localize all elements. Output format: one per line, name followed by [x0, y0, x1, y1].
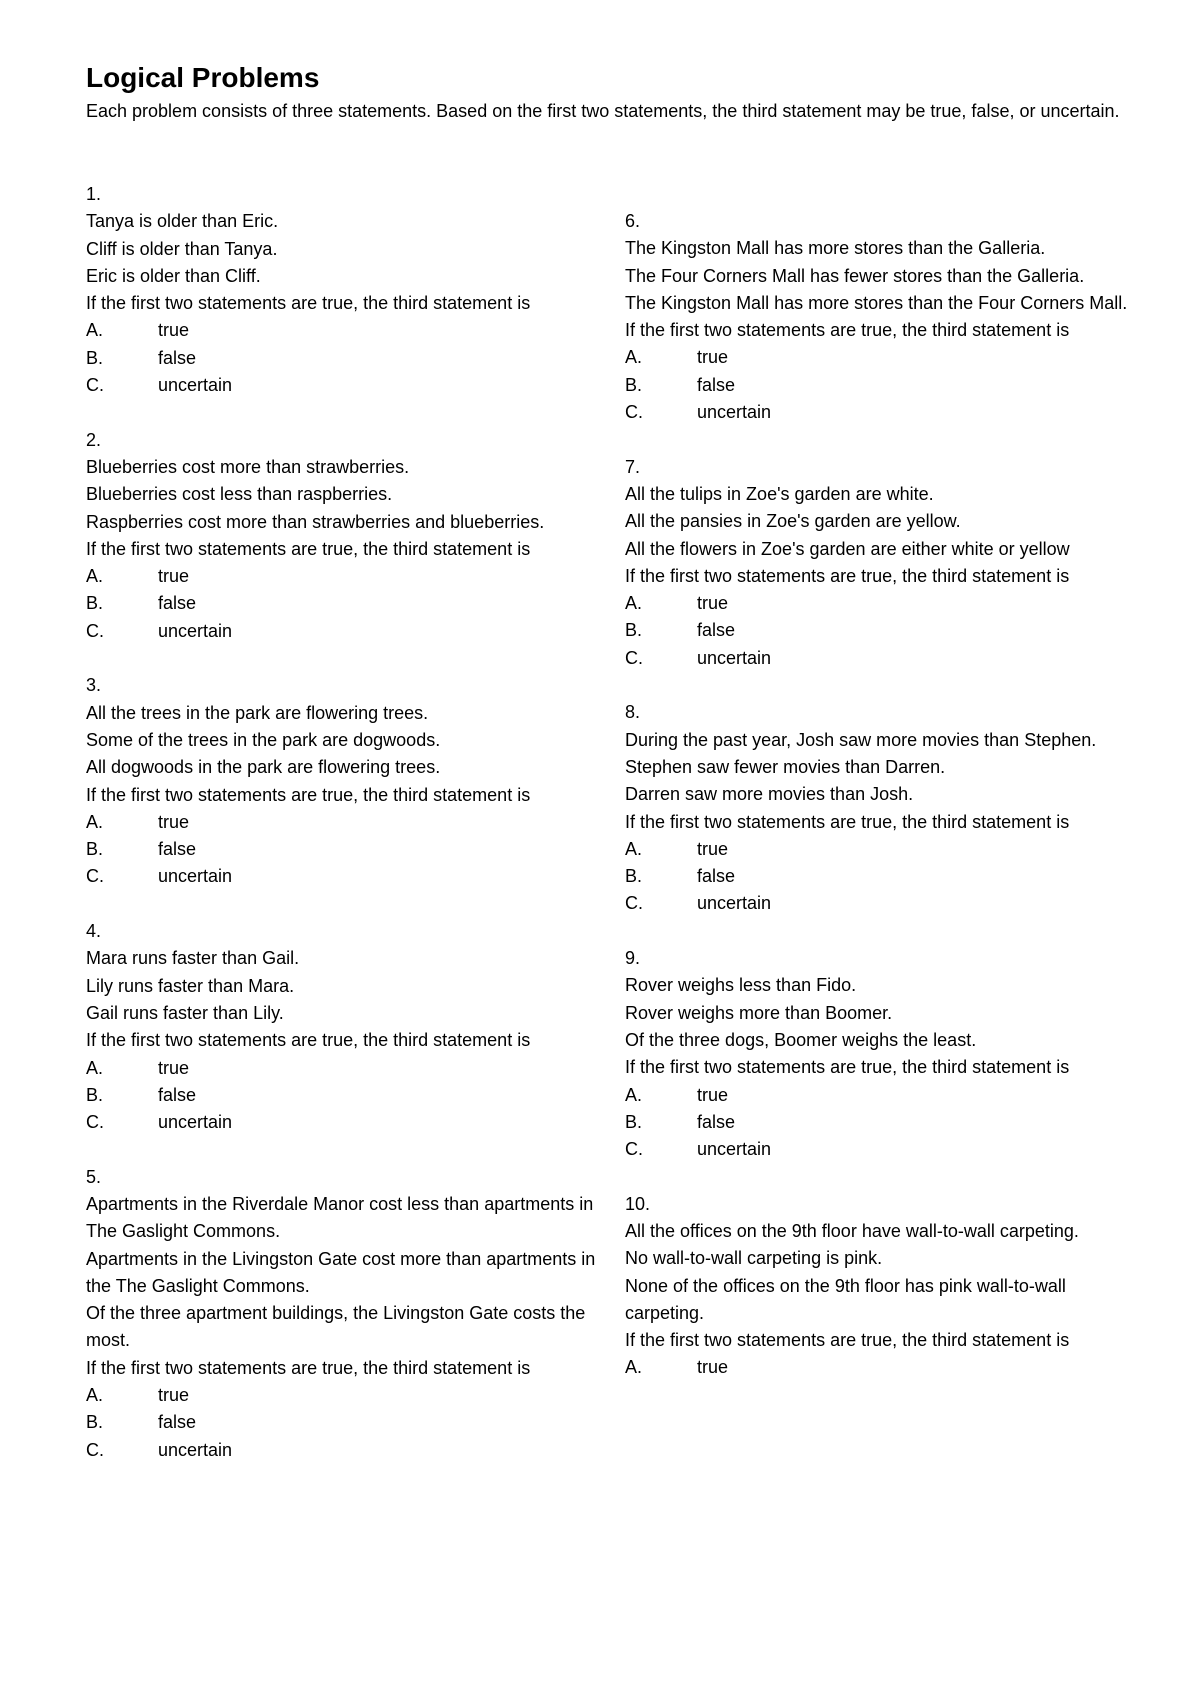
option-text: true	[158, 320, 190, 341]
answer-option	[86, 1382, 606, 1409]
answer-option	[625, 890, 1145, 917]
option-text: uncertain	[158, 620, 233, 641]
option-letter: B.	[86, 839, 104, 860]
answer-option	[86, 1109, 606, 1136]
answer-option	[625, 645, 1145, 672]
option-letter: B.	[86, 1084, 104, 1105]
answer-option	[625, 1082, 1145, 1109]
statement-line: If the first two statements are true, the third statement is	[86, 293, 531, 314]
option-letter: B.	[625, 374, 643, 395]
intro-text: Each problem consists of three statements. Based on the first two statements, the third statement may be true, false, or uncertain.	[86, 101, 1120, 121]
problem-number: 9.	[625, 948, 641, 969]
statement-line: Apartments in the Riverdale Manor cost less than apartments in The Gaslight Commons.	[86, 1193, 594, 1242]
option-text: uncertain	[697, 893, 772, 914]
option-letter: A.	[86, 1385, 104, 1406]
answer-option	[625, 399, 1145, 426]
option-letter: A.	[625, 1084, 643, 1105]
page-title: Logical Problems	[86, 62, 320, 93]
problem-number: 5.	[86, 1166, 102, 1187]
statement-line: If the first two statements are true, the third statement is	[625, 1330, 1070, 1351]
option-text: false	[697, 866, 736, 887]
option-letter: C.	[625, 893, 643, 914]
statement-line: Raspberries cost more than strawberries and blueberries.	[86, 511, 545, 532]
statement-line: If the first two statements are true, the third statement is	[625, 1057, 1070, 1078]
statement-line: Gail runs faster than Lily.	[86, 1002, 284, 1023]
statement-line: If the first two statements are true, the third statement is	[86, 784, 531, 805]
statement-line: Eric is older than Cliff.	[86, 265, 261, 286]
option-letter: C.	[86, 1112, 104, 1133]
answer-option	[625, 1354, 1145, 1381]
answer-option	[86, 618, 606, 645]
answer-option	[625, 1136, 1145, 1163]
statement-line: The Kingston Mall has more stores than the Four Corners Mall.	[625, 292, 1128, 313]
option-letter: B.	[86, 1412, 104, 1433]
answer-option	[625, 590, 1145, 617]
statement-line: Stephen saw fewer movies than Darren.	[625, 756, 946, 777]
option-text: false	[158, 347, 197, 368]
problem-5	[86, 1164, 606, 1464]
option-letter: C.	[86, 1439, 104, 1460]
problem-2	[86, 427, 606, 645]
answer-option	[86, 809, 606, 836]
answer-option	[86, 345, 606, 372]
statement-line: If the first two statements are true, the third statement is	[625, 811, 1070, 832]
answer-option	[86, 590, 606, 617]
answer-option	[86, 317, 606, 344]
answer-option	[625, 863, 1145, 890]
problem-3	[86, 672, 606, 890]
option-text: uncertain	[158, 1112, 233, 1133]
right-column	[625, 208, 1145, 1409]
option-letter: A.	[86, 566, 104, 587]
statement-line: Rover weighs more than Boomer.	[625, 1002, 893, 1023]
option-text: uncertain	[158, 1439, 233, 1460]
answer-option	[86, 1409, 606, 1436]
statement-line: All dogwoods in the park are flowering trees.	[86, 757, 441, 778]
answer-option	[625, 1109, 1145, 1136]
statement-line: None of the offices on the 9th floor has pink wall-to-wall carpeting.	[625, 1275, 1066, 1323]
answer-option	[86, 836, 606, 863]
statement-line: If the first two statements are true, the third statement is	[625, 565, 1070, 586]
option-text: false	[158, 593, 197, 614]
option-letter: A.	[625, 593, 643, 614]
statement-line: Darren saw more movies than Josh.	[625, 784, 914, 805]
option-text: true	[697, 1357, 729, 1378]
option-text: true	[158, 1057, 190, 1078]
statement-line: Of the three dogs, Boomer weighs the least.	[625, 1029, 977, 1050]
option-letter: B.	[625, 1111, 643, 1132]
statement-line: The Four Corners Mall has fewer stores than the Galleria.	[625, 265, 1085, 286]
statement-line: If the first two statements are true, the third statement is	[86, 538, 531, 559]
statement-line: Blueberries cost more than strawberries.	[86, 456, 410, 477]
problem-number: 3.	[86, 675, 102, 696]
statement-line: Tanya is older than Eric.	[86, 211, 279, 232]
option-letter: A.	[625, 347, 643, 368]
statement-line: All the pansies in Zoe's garden are yellow.	[625, 511, 961, 532]
statement-line: No wall-to-wall carpeting is pink.	[625, 1248, 883, 1269]
statement-line: The Kingston Mall has more stores than the Galleria.	[625, 238, 1046, 259]
option-letter: A.	[625, 838, 643, 859]
statement-line: If the first two statements are true, the third statement is	[86, 1030, 531, 1051]
problem-number: 1.	[86, 184, 102, 204]
statement-line: All the offices on the 9th floor have wall-to-wall carpeting.	[625, 1220, 1079, 1241]
answer-option	[625, 617, 1145, 644]
statement-line: During the past year, Josh saw more movies than Stephen.	[625, 729, 1097, 750]
option-letter: A.	[625, 1357, 643, 1378]
option-letter: C.	[625, 647, 643, 668]
option-text: false	[158, 1412, 197, 1433]
option-text: true	[158, 811, 190, 832]
statement-line: Lily runs faster than Mara.	[86, 975, 295, 996]
problem-number: 6.	[625, 211, 641, 231]
option-letter: C.	[86, 620, 104, 641]
statement-line: Of the three apartment buildings, the Livingston Gate costs the most.	[86, 1303, 586, 1351]
option-text: uncertain	[697, 647, 772, 668]
option-text: true	[158, 1385, 190, 1406]
option-text: false	[158, 839, 197, 860]
option-letter: A.	[86, 1057, 104, 1078]
statement-line: If the first two statements are true, the third statement is	[625, 320, 1070, 341]
answer-option	[625, 836, 1145, 863]
answer-option	[86, 863, 606, 890]
problem-number: 4.	[86, 921, 102, 942]
statement-line: Mara runs faster than Gail.	[86, 948, 300, 969]
problem-1	[86, 181, 606, 399]
problem-7	[625, 454, 1145, 672]
option-letter: A.	[86, 320, 104, 341]
problem-10	[625, 1191, 1145, 1382]
answer-option	[86, 1082, 606, 1109]
option-text: false	[697, 374, 736, 395]
option-text: uncertain	[697, 402, 772, 423]
option-letter: B.	[86, 593, 104, 614]
option-letter: C.	[86, 866, 104, 887]
answer-option	[86, 563, 606, 590]
problem-6	[625, 208, 1145, 426]
option-letter: B.	[625, 620, 643, 641]
option-text: false	[158, 1084, 197, 1105]
statement-line: Cliff is older than Tanya.	[86, 238, 278, 259]
problem-4	[86, 918, 606, 1136]
statement-line: Blueberries cost less than raspberries.	[86, 484, 393, 505]
problem-9	[625, 945, 1145, 1163]
option-letter: B.	[86, 347, 104, 368]
statement-line: All the flowers in Zoe's garden are either white or yellow	[625, 538, 1070, 559]
option-text: uncertain	[158, 375, 233, 396]
statement-line: Apartments in the Livingston Gate cost more than apartments in the The Gaslight Commons.	[86, 1248, 596, 1296]
option-letter: B.	[625, 866, 643, 887]
answer-option	[625, 344, 1145, 371]
option-text: true	[697, 593, 729, 614]
statement-line: All the tulips in Zoe's garden are white.	[625, 483, 934, 504]
option-text: true	[697, 838, 729, 859]
problem-number: 2.	[86, 429, 102, 450]
option-text: false	[697, 1111, 736, 1132]
statement-line: Rover weighs less than Fido.	[625, 975, 857, 996]
statement-line: Some of the trees in the park are dogwoods.	[86, 729, 441, 750]
option-text: false	[697, 620, 736, 641]
answer-option	[86, 1437, 606, 1464]
option-letter: A.	[86, 811, 104, 832]
statement-line: If the first two statements are true, the third statement is	[86, 1357, 531, 1378]
option-text: uncertain	[697, 1139, 772, 1160]
option-text: true	[697, 1084, 729, 1105]
option-letter: C.	[625, 402, 643, 423]
problem-number: 7.	[625, 456, 641, 477]
answer-option	[86, 1055, 606, 1082]
option-letter: C.	[86, 375, 104, 396]
answer-option	[86, 372, 606, 399]
problem-8	[625, 699, 1145, 917]
statement-line: All the trees in the park are flowering trees.	[86, 702, 429, 723]
answer-option	[625, 372, 1145, 399]
left-column	[86, 181, 606, 1491]
option-text: true	[158, 566, 190, 587]
option-letter: C.	[625, 1139, 643, 1160]
option-text: true	[697, 347, 729, 368]
problem-number: 10.	[625, 1193, 651, 1214]
problem-number: 8.	[625, 702, 641, 723]
option-text: uncertain	[158, 866, 233, 887]
